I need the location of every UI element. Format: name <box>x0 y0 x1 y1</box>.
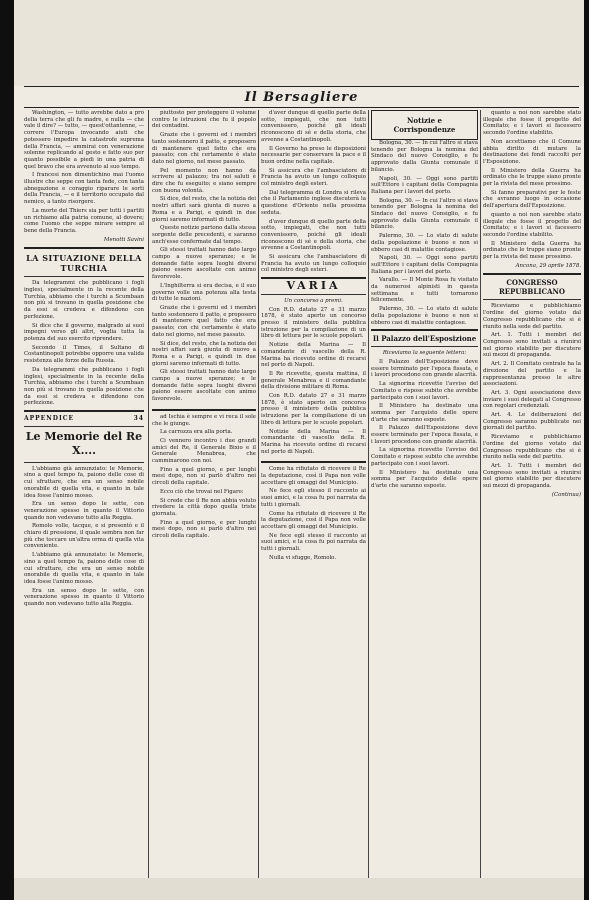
newspaper-page <box>14 0 584 900</box>
article-paragraph: L'Inghilterra si era decisa, e il suo governo volle una potenza alla testa di tutte le nazioni. <box>152 282 256 303</box>
article-paragraph: Si crede che il Re non abbia voluto rivedere la città dopo quella triste giornata. <box>152 497 256 517</box>
column-rule <box>480 110 481 880</box>
article-paragraph: La signorina ricevette l'avviso del Comitato e rispose subito che avrebbe partecipato con i suoi lavori. <box>371 381 478 401</box>
article-paragraph: La morte del Thiers sia per tutti i partiti un richiamo alla patria comune, al dovere; come l'uomo che seppe mirare sempre al bene della Francia. <box>24 207 144 234</box>
article-paragraph: Ci vennero incontro i due grandi amici del Re, il Generale Bixio e il Generale Menabrea, che camminarono con noi. <box>152 437 256 465</box>
column-2 <box>152 110 256 870</box>
column-rule <box>368 110 369 880</box>
varia-subheading: Un concorso a premi. <box>284 297 343 304</box>
article-paragraph: Con R.D. datato 27 e 31 marzo 1878, è stato aperto un concorso presso il ministero della pubblica istruzione per la compilazione di un libro di lettura per le scuole popolari. <box>261 393 366 426</box>
congresso-heading: CONGRESSO REPUBBLICANO <box>498 278 566 297</box>
masthead-title: Il Bersagliere <box>244 89 359 105</box>
article-paragraph: Dal telegramma di Londra si rileva che il Parlamento inglese discuterà la questione d'Oriente nella prossima seduta. <box>261 189 366 216</box>
bottom-margin <box>14 878 584 900</box>
palazzo-heading: Il Palazzo dell'Esposizione <box>372 334 477 344</box>
article-paragraph: La carrozza era alla porta. <box>160 429 233 436</box>
article-paragraph: ad Ischia è sempre e vi reca il sole che le giunge. <box>152 413 256 427</box>
section-divider <box>24 462 144 463</box>
article-paragraph: Ne fece egli stesso il racconto ai suoi amici, e la cosa fu poi narrata da tutti i giornali. <box>261 532 366 553</box>
article-paragraph: quanto a noi non sarebbe stato illegale che fosse il progetto del Comitato; e i lavori si facessero secondo l'ordine stabilito. <box>483 211 581 238</box>
appendix-number: 34 <box>133 415 144 423</box>
article-paragraph: Il Ministero della Guerra ha ordinato che le truppe siano pronte per la rivista del mese prossimo. <box>483 240 581 261</box>
article-paragraph: Queste notizie partono dalla stessa sorgente delle precedenti, e saranno anch'esse confermate dal tempo. <box>152 225 256 245</box>
article-paragraph: L'abbiamo già annunziato: le Memorie, sino a quel tempo fa, paiono delle cose di cui sfruttare, che era un senso nobile onorabile di quella vita, e quanto in tale idea fosse l'animo mosso. <box>24 552 144 585</box>
article-paragraph: Come ha rifiutato di ricevere il Re la deputazione, così il Papa non volle accettare gli omaggi del Municipio. <box>261 466 366 486</box>
article-paragraph: Art. 1. Tutti i membri del Congresso sono invitati a riunirsi nel giorno stabilito per discutere sui mezzi di propaganda. <box>483 332 581 359</box>
article-paragraph: Il Palazzo dell'Esposizione deve essere terminato per l'epoca fissata, e i lavori procedono con grande alacrità. <box>371 425 478 445</box>
article-paragraph: Notizie della Marina — Il comandante di vascello della R. Marina ha ricevuto ordine di recarsi nel porto di Napoli. <box>261 342 366 369</box>
column-5 <box>483 110 581 870</box>
article-paragraph: Il Re ricevette, questa mattina, il generale Menabrea e il comandante della divisione militare di Roma. <box>261 370 366 391</box>
section-divider <box>261 294 366 295</box>
article-paragraph: Era un senso dopo le sette, con venerazione spesso in quanto il Vittorio quando non vedevano tutto alla Reggia. <box>24 587 144 608</box>
article-paragraph: Gli stessi trattati hanno dato largo campo a nuove speranze; e le domande fatte sopra luoghi diversi paiono essere ascoltate con animo favorevole. <box>152 369 256 403</box>
article-paragraph: Art. 3. Ogni associazione deve inviare i suoi delegati al Congresso con regolari credenziali. <box>483 389 581 410</box>
article-paragraph: d'aver dunque di quello parte della sotto, impiegati, che non tutti convenissero, poiché gli ideali riconoscono di sé e della storia, che avvenne a Costantinopoli. <box>261 110 366 143</box>
article-paragraph: Secondo il Times, il Sultano di Costantinopoli potrebbe opporre una valida resistenza alle forze della Russia. <box>24 344 144 365</box>
article-paragraph: Si assicura che l'ambasciatore di Francia ha avuto un lungo colloquio col ministro degli esteri. <box>261 167 366 188</box>
article-paragraph: Si assicura che l'ambasciatore di Francia ha avuto un lungo colloquio col ministro degli esteri. <box>261 254 366 274</box>
column-1 <box>24 110 144 870</box>
article-paragraph: quanto a noi non sarebbe stato illegale che fosse il progetto del Comitato; e i lavori si facessero secondo l'ordine stabilito. <box>483 110 581 137</box>
article-paragraph: Il Ministero ha destinato una somma per l'acquisto delle opere d'arte che saranno esposte. <box>371 469 478 489</box>
signature: Menotti Savini <box>103 236 144 243</box>
article-paragraph: Romolo volle, tacque, e si presentò e il chiaro di pressione, il quale sembra non far più che toccare un'altra orma di quella vita conveniente. <box>24 523 144 550</box>
article-paragraph: Il Governo ha preso le disposizioni necessarie per conservare la pace e il buon ordine nella capitale. <box>261 145 366 165</box>
article-paragraph: Napoli, 30. — Oggi sono partiti sull'Ettore i capitani della Compagnia Italiana per i lavori del porto. <box>371 175 478 195</box>
article-paragraph: Grazie che i governi ed i membri tanto sostennero il patto, e proposero di mantenere quel fatto che era passato; con chi certamente è stato dato nel giorno, nel mese passato. <box>152 132 256 165</box>
article-paragraph: Ecco ciò che trovai nel Figaro: <box>160 488 244 495</box>
article-paragraph: Nulla vi sfugge, Romolo. <box>269 554 337 561</box>
article-paragraph: Art. 1. Tutti i membri del Congresso sono invitati a riunirsi nel giorno stabilito per discutere sui mezzi di propaganda. <box>483 462 581 490</box>
section-divider <box>483 299 581 300</box>
column-4 <box>371 110 478 870</box>
article-paragraph: I francesi non dimentichino mai l'uomo illustre che seppe con tanta fede, con tanta abnegazione e coraggio riparare le sorti della Francia, — e il territorio occupato dal nemico, a tanto risorgere. <box>24 172 144 206</box>
article-paragraph: Con R.D. datato 27 e 31 marzo 1878, è stato aperto un concorso presso il ministero della pubblica istruzione per la compilazione di un libro di lettura per le scuole popolari. <box>261 306 366 340</box>
article-paragraph: d'aver dunque di quello parte della sotto, impiegati, che non tutti convenissero, poiché gli ideali riconoscono di sé e della storia, che avvenne a Costantinopoli. <box>261 218 366 252</box>
article-paragraph: Palermo, 30. — Lo stato di salute della popolazione è buono e non si ebbero casi di malattie contagiose. <box>371 306 478 326</box>
section-divider <box>24 276 144 277</box>
article-paragraph: Grazie che i governi ed i membri tanto sostennero il patto, e proposero di mantenere quel fatto che era passato; con chi certamente è stato dato nel giorno, nel mese passato. <box>152 304 256 338</box>
notizie-box <box>371 110 478 140</box>
section-divider <box>24 247 144 249</box>
article-paragraph: Si dice, del resto, che la notizia dei nostri affari sarà giunta di nuovo a Roma e a Parigi, e quindi in due giorni saremo informati di tutto. <box>152 340 256 367</box>
article-paragraph: Fino a quel giorno, e per lunghi mesi dopo, non si parlò d'altro nei circoli della capitale. <box>152 466 256 487</box>
masthead <box>24 86 579 108</box>
signature: Ancona, 29 aprile 1878. <box>515 262 581 269</box>
appendix-label: APPENDICE <box>24 415 75 423</box>
article-paragraph: Art. 2. Il Comitato centrale ha la direzione del partito e la rappresentanza presso le altre associazioni. <box>483 361 581 388</box>
article-paragraph: Washington, — tutto avrebbe dato a prò della terra che gli fu madre, e nulla — che vale il dire? — tutto, — quest'ottantenne, — correre l'Europa invocando aiuti che potessero impedire la catastrofe suprema della Francia, — ammirai con venerazione solenne replicando al gesto e fatto suo per quanto possibile a piedi in una patria di quel bravo che era avvenuto al suo tempo. <box>24 110 144 170</box>
section-divider <box>371 329 478 331</box>
turchia-heading: LA SITUAZIONE DELLA TURCHIA <box>26 253 142 274</box>
article-paragraph: Era un senso dopo le sette, con venerazione spesso in quanto il Vittorio quando non vedevano tutto alla Reggia. <box>24 501 144 521</box>
article-paragraph: Ne fece egli stesso il racconto ai suoi amici, e la cosa fu poi narrata da tutti i giornali. <box>261 488 366 508</box>
article-paragraph: Come ha rifiutato di ricevere il Re la deputazione, così il Papa non volle accettare gli omaggi del Municipio. <box>261 510 366 530</box>
article-paragraph: Da telegrammi che pubblicano i fogli inglesi, specialmente in la recente della Turchia, abbiamo che i turchi a Scumbaan non più si trovano in quella posizione che da essi si credeva e difendono con perfezione. <box>24 366 144 407</box>
varia-heading: VARIA <box>286 279 341 293</box>
page-right-edge <box>584 0 589 900</box>
article-paragraph: Palermo, 30. — Lo stato di salute della popolazione è buono e non si ebbero casi di malattie contagiose. <box>371 233 478 253</box>
article-paragraph: Gli stessi trattati hanno dato largo campo a nuove speranze; e le domande fatte sopra luoghi diversi paiono essere ascoltate con animo favorevole. <box>152 247 256 281</box>
article-paragraph: Non accettiamo che il Comune abbia diritto di mutare la destinazione dei fondi raccolti per l'Esposizione. <box>483 138 581 165</box>
section-divider <box>24 426 144 427</box>
top-margin <box>14 0 584 86</box>
article-paragraph: Si dice che il governo, malgrado ai suoi impegni verso gli altri, voglia tutta la potenza del suo esercito riprendere. <box>24 322 144 342</box>
article-paragraph: Notizie della Marina — Il comandante di vascello della R. Marina ha ricevuto ordine di recarsi nel porto di Napoli. <box>261 428 366 455</box>
appendix-bar <box>24 416 144 423</box>
continua-label: (Continua) <box>551 491 581 498</box>
article-paragraph: Art. 4. Le deliberazioni del Congresso saranno pubblicate nei giornali del partito. <box>483 412 581 432</box>
notizie-heading: Notizie e Corrispondenze <box>393 116 456 134</box>
article-paragraph: Varallo. — Il Monte Rosa fu visitato da numerosi alpinisti in questa settimana e tutti tornarono felicemente. <box>371 277 478 304</box>
page-left-edge <box>0 0 14 900</box>
memorie-title: Le Memorie del Re X.... <box>25 429 143 457</box>
column-3 <box>261 110 366 870</box>
article-paragraph: Riceviamo e pubblichiamo l'ordine del giorno votato dal Congresso repubblicano che si è riunito nella sede del partito. <box>483 434 581 461</box>
section-divider <box>371 346 478 347</box>
article-paragraph: Napoli, 30. — Oggi sono partiti sull'Ettore i capitani della Compagnia Italiana per i lavori del porto. <box>371 255 478 275</box>
article-paragraph: Pel momento non hanno da scrivere al palazzo; tra noi saluti è dire che fu eseguito; e siano sempre con buona volontà. <box>152 167 256 194</box>
palazzo-subheading: Riceviamo la seguente lettera: <box>382 350 467 357</box>
section-divider <box>24 410 144 412</box>
article-paragraph: Il Palazzo dell'Esposizione deve essere terminato per l'epoca fissata, e i lavori procedono con grande alacrità. <box>371 358 478 379</box>
article-paragraph: Fino a quel giorno, e per lunghi mesi dopo, non si parlò d'altro nei circoli della capitale. <box>152 519 256 540</box>
article-paragraph: Riceviamo e pubblichiamo l'ordine del giorno votato dal Congresso repubblicano che si è riunito nella sede del partito. <box>483 303 581 330</box>
article-paragraph: Il Ministero ha destinato una somma per l'acquisto delle opere d'arte che saranno esposte. <box>371 403 478 423</box>
article-paragraph: piuttosto per proteggere il volume contro le istruzioni che fu il popolo dei contadini. <box>152 110 256 130</box>
section-divider <box>483 273 581 275</box>
article-paragraph: Si dice, del resto, che la notizia dei nostri affari sarà giunta di nuovo a Roma e a Parigi, e quindi in due giorni saremo informati di tutto. <box>152 196 256 223</box>
article-paragraph: La signorina ricevette l'avviso del Comitato e rispose subito che avrebbe partecipato con i suoi lavori. <box>371 447 478 467</box>
article-paragraph: Bologna, 30. — In cui l'altro si stava tenendo per Bologna la nomina del Sindaco del nuovo Consiglio, e fu approvato dalla Giunta comunale il bilancio. <box>371 197 478 231</box>
article-paragraph: Bologna, 30. — In cui l'altro si stava tenendo per Bologna la nomina del Sindaco del nuovo Consiglio, e fu approvato dalla Giunta comunale il bilancio. <box>371 140 478 173</box>
article-paragraph: L'abbiamo già annunziato: le Memorie, sino a quel tempo fa, paiono delle cose di cui sfruttare, che era un senso nobile onorabile di quella vita, e quanto in tale idea fosse l'animo mosso. <box>24 465 144 499</box>
article-paragraph: Si fanno preparativi per le feste che avranno luogo in occasione dell'apertura dell'Esposizione. <box>483 189 581 210</box>
article-paragraph: Il Ministero della Guerra ha ordinato che le truppe siano pronte per la rivista del mese prossimo. <box>483 167 581 188</box>
column-rule <box>258 110 259 880</box>
column-rule <box>148 110 149 880</box>
section-divider <box>261 461 366 463</box>
article-paragraph: Da telegrammi che pubblicano i fogli inglesi, specialmente in la recente della Turchia, abbiamo che i turchi a Scumbaan non più si trovano in quella posizione che da essi si credeva e difendono con perfezione. <box>24 280 144 320</box>
section-divider <box>152 409 256 411</box>
